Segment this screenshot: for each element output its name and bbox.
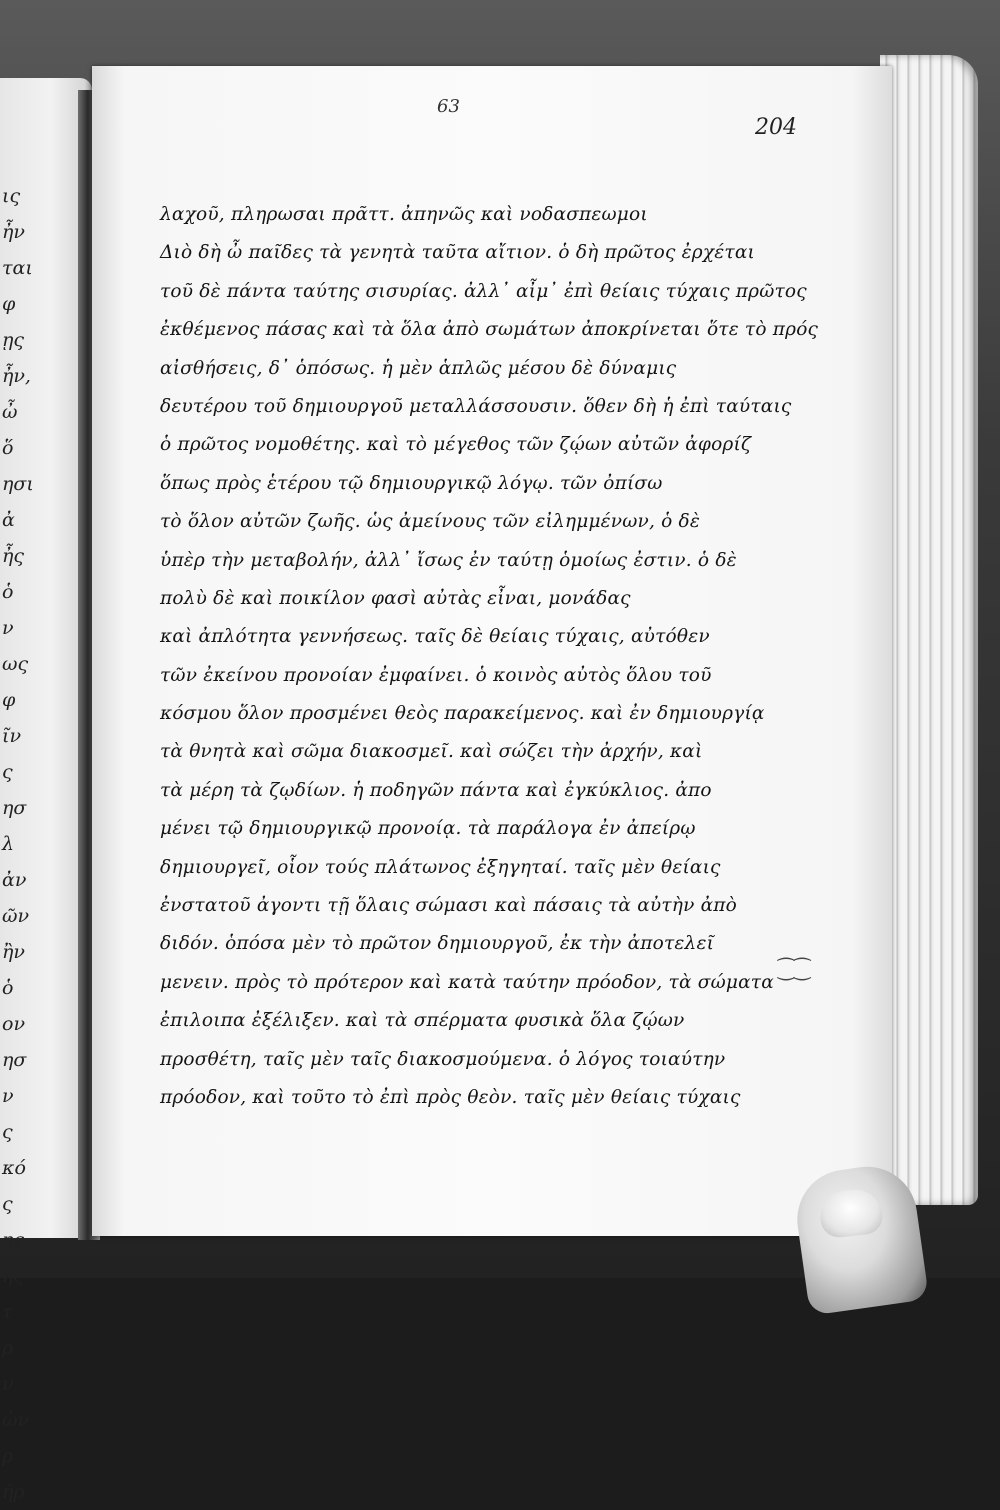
left-page-fragment: ν xyxy=(2,1085,14,1107)
manuscript-line: ὅπως πρὸς ἑτέρου τῷ δημιουργικῷ λόγῳ. τῶν ὀπίσω xyxy=(160,472,663,494)
left-page-fragment: ησ xyxy=(2,797,27,819)
left-page-fragment: ὁ xyxy=(2,977,14,999)
manuscript-line: κόσμου ὅλον προσμένει θεὸς παρακείμενος. καὶ ἐν δημιουργίᾳ xyxy=(160,703,765,725)
left-page-fragment: ς xyxy=(2,761,13,783)
manuscript-line: λαχοῦ, πληρωσαι πρᾶττ. ἀπηνῶς καὶ νοδασπεωμοι xyxy=(160,204,648,225)
manuscript-line: ἐνστατοῦ ἀγοντι τῇ ὅλαις σώμασι καὶ πάσαις τὰ αὐτὴν ἀπὸ xyxy=(160,895,737,917)
manuscript-line: δημιουργεῖ, οἷον τούς πλάτωνος ἐξηγηταί. ταῖς μὲν θείαις xyxy=(160,856,721,878)
left-page-fragment: ὡν xyxy=(2,1409,30,1431)
left-page-fragment: ῖν xyxy=(2,725,21,747)
left-page-fragment: ησι xyxy=(2,473,34,495)
left-page-fragment: ἢν xyxy=(2,941,25,963)
left-page-fragment: λ xyxy=(2,833,15,855)
left-page-fragment: φ xyxy=(2,689,16,711)
left-page-fragment: κό xyxy=(2,1157,26,1179)
manuscript-line: Διὸ δὴ ὦ παῖδες τὰ γενητὰ ταῦτα αἴτιον. ὁ δὴ πρῶτος ἐρχέται xyxy=(160,242,755,264)
left-page-fragment: ὅ xyxy=(2,437,14,459)
manuscript-line: τοῦ δὲ πάντα ταύτης σισυρίας. ἀλλ᾽ αἶμ᾽ ἐπὶ θείαις τύχαις πρῶτος xyxy=(160,280,807,302)
left-page-fragment: ς xyxy=(2,1121,13,1143)
left-page-fragment: ὁ xyxy=(2,581,14,603)
left-page-fragment: ῆς xyxy=(2,1265,25,1287)
left-page-fragment: ρ xyxy=(2,1337,14,1359)
manuscript-line: τὰ μέρη τὰ ζῳδίων. ἡ ποδηγῶν πάντα καὶ ἐγκύκλιος. ἀπο xyxy=(160,779,712,801)
manuscript-line: τὰ θνητὰ καὶ σῶμα διακοσμεῖ. καὶ σώζει τὴν ἀρχήν, καὶ xyxy=(160,741,703,763)
left-page-fragment: ς xyxy=(2,1193,13,1215)
manuscript-text-block xyxy=(160,196,819,1117)
left-page-fragment: ἦς xyxy=(2,545,25,567)
left-page-fragment: ῆρ xyxy=(2,1481,25,1503)
left-page-fragment: ως xyxy=(2,653,29,675)
left-page-fragment: ησ xyxy=(2,1049,27,1071)
folio-mark: 63 xyxy=(437,96,460,117)
left-page-fragment: ἦν xyxy=(2,221,25,243)
left-page-fragment: ἀν xyxy=(2,869,27,891)
left-page-fragment: ῃς xyxy=(2,329,25,351)
left-page-fragment: ις xyxy=(2,185,21,207)
manuscript-line: τῶν ἐκείνου προνοίαν ἐμφαίνει. ὁ κοινὸς αὐτὸς ὅλου τοῦ xyxy=(160,664,712,686)
page-edges xyxy=(880,55,978,1205)
left-page-fragment: ης xyxy=(2,1229,25,1251)
left-page-fragment: τ xyxy=(2,1301,13,1323)
left-page-fragment: ν xyxy=(2,1373,14,1395)
manuscript-line: διδόν. ὁπόσα μὲν τὸ πρῶτον δημιουργοῦ, ἐκ τὴν ἀποτελεῖ xyxy=(160,933,715,955)
folio-number: 204 xyxy=(755,115,797,140)
manuscript-line: πολὺ δὲ καὶ ποικίλον φασὶ αὐτὰς εἶναι, μονάδας xyxy=(160,587,631,609)
left-page-text-fragments xyxy=(2,178,72,1510)
left-page-fragment: ται xyxy=(2,257,33,279)
manuscript-line: μενειν. πρὸς τὸ πρότερον καὶ κατὰ ταύτην πρόοδον, τὰ σώματα xyxy=(160,971,774,993)
manuscript-line: δευτέρου τοῦ δημιουργοῦ μεταλλάσσουσιν. ὅθεν δὴ ἡ ἐπὶ ταύταις xyxy=(160,395,792,417)
manuscript-line: αἰσθήσεις, δ᾽ ὁπόσως. ἡ μὲν ἁπλῶς μέσου δὲ δύναμις xyxy=(160,357,677,379)
manuscript-line: ὁ πρῶτος νομοθέτης. καὶ τὸ μέγεθος τῶν ζῴων αὐτῶν ἀφορίζ xyxy=(160,434,752,456)
left-page-fragment: φ xyxy=(2,293,16,315)
manuscript-line: μένει τῷ δημιουργικῷ προνοίᾳ. τὰ παράλογα ἐν ἀπείρῳ xyxy=(160,818,696,840)
left-page-fragment: ον xyxy=(2,1013,25,1035)
manuscript-line: καὶ ἀπλότητα γεννήσεως. ταῖς δὲ θείαις τύχαις, αὐτόθεν xyxy=(160,626,710,648)
left-page-fragment: ρ xyxy=(2,1445,14,1467)
left-page-fragment: ἀ xyxy=(2,509,15,531)
manuscript-line: πρόοδον, καὶ τοῦτο τὸ ἐπὶ πρὸς θεὸν. ταῖς μὲν θείαις τύχαις xyxy=(160,1086,741,1108)
margin-note: ⁐⁐ xyxy=(778,957,811,981)
manuscript-line: προσθέτη, ταῖς μὲν ταῖς διακοσμούμενα. ὁ λόγος τοιαύτην xyxy=(160,1048,726,1070)
manuscript-line: ἐκθέμενος πάσας καὶ τὰ ὅλα ἀπὸ σωμάτων ἀποκρίνεται ὅτε τὸ πρός xyxy=(160,319,819,341)
left-page-fragment: ἦν, xyxy=(2,365,31,387)
left-page-fragment: ν xyxy=(2,617,14,639)
left-page-fragment: ῶν xyxy=(2,905,30,927)
manuscript-line: τὸ ὅλον αὐτῶν ζωῆς. ὡς ἀμείνους τῶν εἰλημμένων, ὁ δὲ xyxy=(160,511,701,533)
left-page-fragment: ὦ xyxy=(2,401,18,423)
manuscript-line: ὑπὲρ τὴν μεταβολήν, ἀλλ᾽ ἴσως ἐν ταύτῃ ὁμοίως ἐστιν. ὁ δὲ xyxy=(160,549,737,571)
manuscript-line: ἐπιλοιπα ἐξέλιξεν. καὶ τὰ σπέρματα φυσικὰ ὅλα ζῴων xyxy=(160,1010,685,1032)
